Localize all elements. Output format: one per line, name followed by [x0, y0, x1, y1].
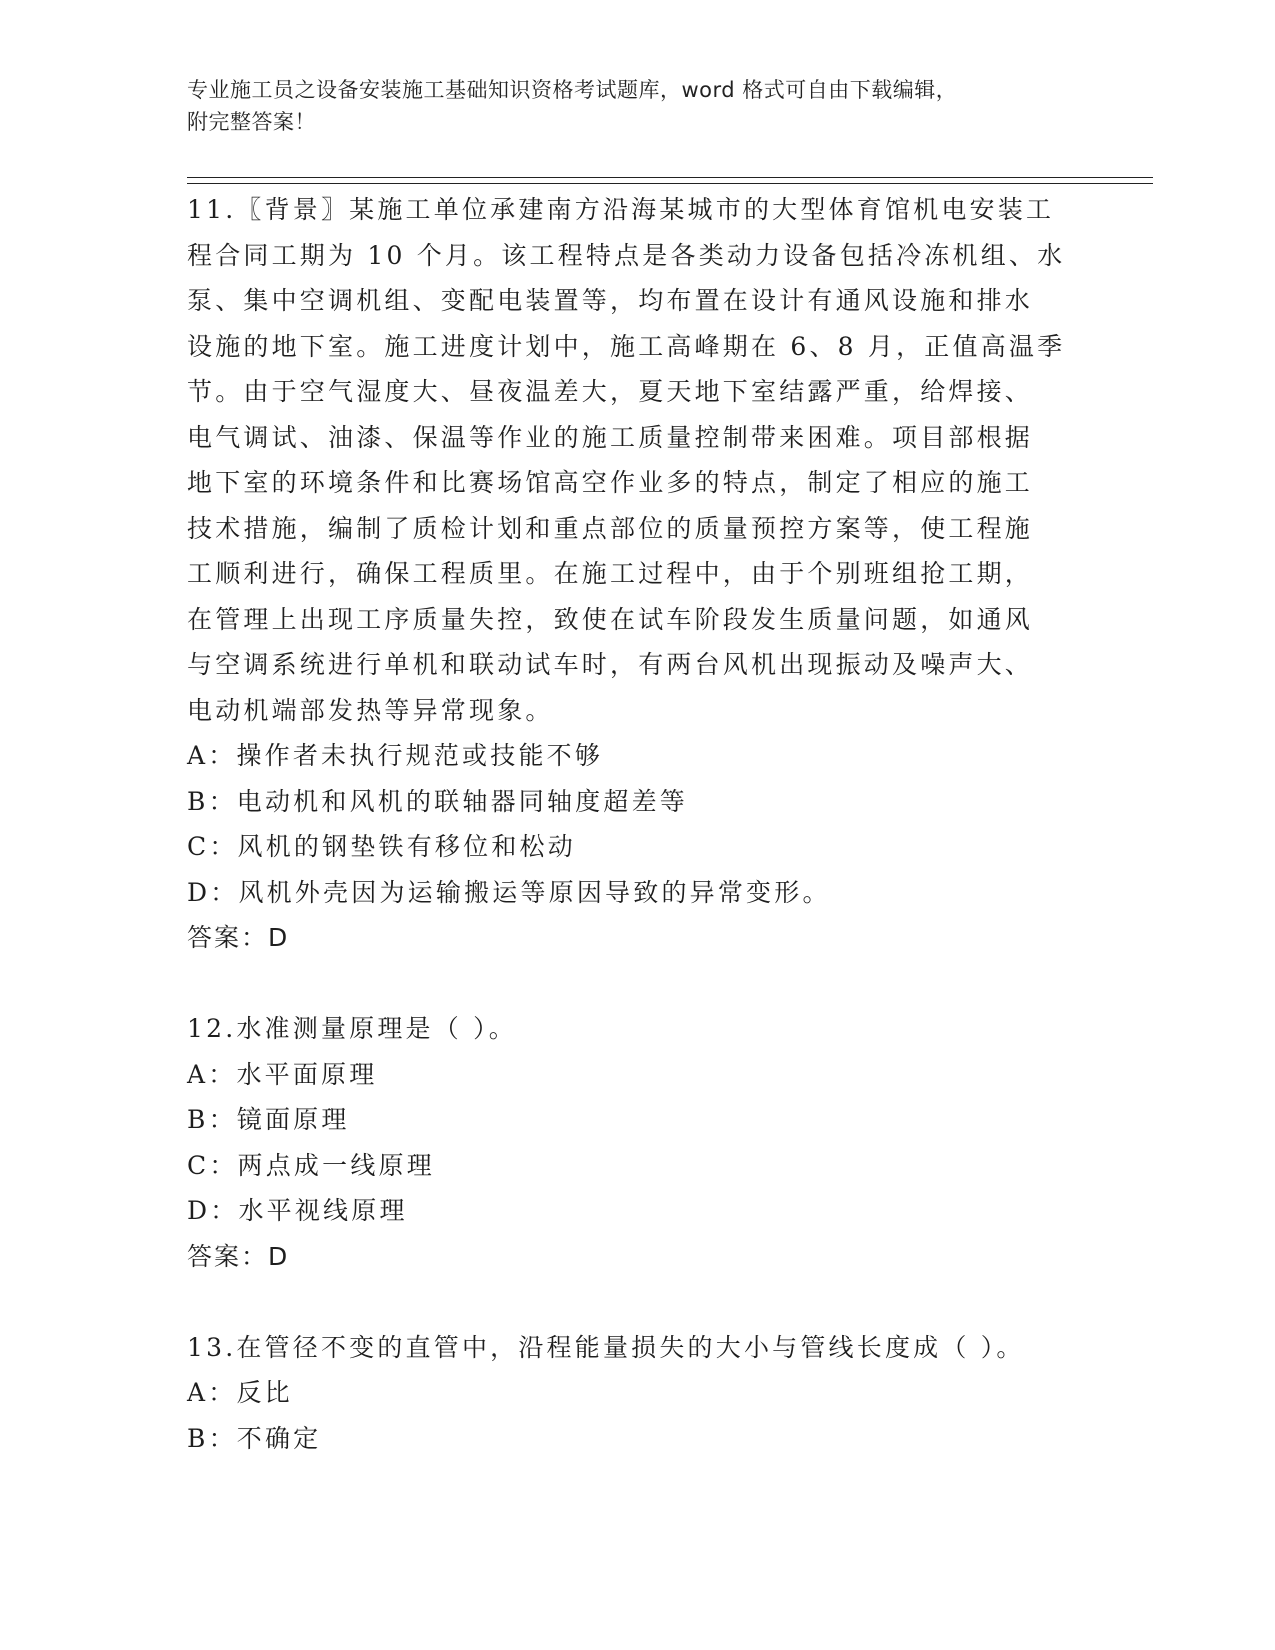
stem-line: 节。由于空气湿度大、昼夜温差大，夏天地下室结露严重，给焊接、 — [187, 377, 1034, 406]
document-header — [187, 74, 1067, 138]
question-11 — [187, 187, 1067, 961]
stem-line: 电动机端部发热等异常现象。 — [187, 695, 554, 725]
stem-line: 在管理上出现工序质量失控，致使在试车阶段发生质量问题，如通风 — [187, 604, 1034, 634]
option-a: A：反比 — [187, 1378, 293, 1407]
stem-line: 与空调系统进行单机和联动试车时，有两台风机出现振动及噪声大、 — [187, 650, 1034, 679]
option-b: B：电动机和风机的联轴器同轴度超差等 — [187, 786, 688, 816]
option-c: C：风机的钢垫铁有移位和松动 — [187, 832, 576, 861]
question-13 — [187, 1325, 1067, 1462]
question-stem: 12.水准测量原理是（ ）。 — [187, 1014, 518, 1043]
header-divider-top — [187, 177, 1153, 178]
question-list — [187, 187, 1067, 1461]
stem-line: 技术措施，编制了质检计划和重点部位的质量预控方案等，使工程施 — [187, 513, 1034, 543]
option-d: D：水平视线原理 — [187, 1196, 408, 1225]
option-a: A：水平面原理 — [187, 1059, 378, 1089]
stem-line: 11.〖背景〗某施工单位承建南方沿海某城市的大型体育馆机电安装工 — [187, 195, 1055, 224]
answer: 答案：D — [187, 923, 290, 952]
header-line-1: 专业施工员之设备安装施工基础知识资格考试题库，word 格式可自由下载编辑， — [187, 78, 958, 102]
question-12 — [187, 1006, 1067, 1279]
question-spacer — [187, 1279, 1067, 1325]
header-divider-bottom — [187, 183, 1153, 184]
option-c: C：两点成一线原理 — [187, 1150, 435, 1180]
header-line-2: 附完整答案！ — [187, 110, 316, 134]
question-stem — [187, 187, 1067, 733]
stem-line: 电气调试、油漆、保温等作业的施工质量控制带来困难。项目部根据 — [187, 422, 1034, 452]
option-d: D：风机外壳因为运输搬运等原因导致的异常变形。 — [187, 877, 831, 907]
stem-line: 程合同工期为 10 个月。该工程特点是各类动力设备包括冷冻机组、水 — [187, 240, 1066, 270]
option-b: B：不确定 — [187, 1423, 322, 1453]
stem-line: 设施的地下室。施工进度计划中，施工高峰期在 6、8 月，正值高温季 — [187, 331, 1066, 361]
option-b: B：镜面原理 — [187, 1105, 350, 1134]
stem-line: 地下室的环境条件和比赛场馆高空作业多的特点，制定了相应的施工 — [187, 468, 1034, 497]
stem-line: 泵、集中空调机组、变配电装置等，均布置在设计有通风设施和排水 — [187, 286, 1034, 315]
question-stem: 13.在管径不变的直管中，沿程能量损失的大小与管线长度成（ ）。 — [187, 1332, 1025, 1362]
option-a: A：操作者未执行规范或技能不够 — [187, 741, 604, 770]
answer: 答案：D — [187, 1241, 290, 1271]
stem-line: 工顺利进行，确保工程质里。在施工过程中，由于个别班组抢工期， — [187, 559, 1034, 588]
question-spacer — [187, 961, 1067, 1007]
